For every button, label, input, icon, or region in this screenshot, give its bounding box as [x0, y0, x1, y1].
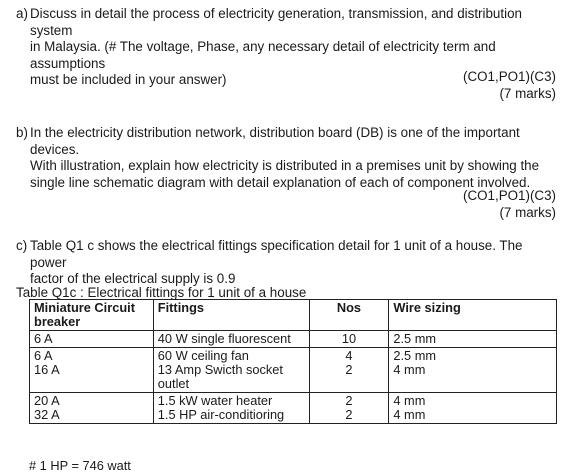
question-c-label: c) [16, 238, 28, 253]
question-b-line: With illustration, explain how electricity is distributed in a premises unit by showing the [30, 158, 540, 173]
question-c-line: Table Q1 c shows the electrical fittings specification detail for 1 unit of a house. The power [30, 238, 523, 270]
question-a-line: Discuss in detail the process of electricity generation, transmission, and distribution system [30, 6, 522, 38]
cell-nos-value: 2 [345, 362, 353, 377]
table-row [30, 348, 557, 393]
cell-mcb-value: 20 A [34, 393, 60, 408]
cell-nos-value: 4 [345, 348, 353, 363]
question-b-label: b) [16, 125, 28, 140]
cell-nos [309, 393, 389, 424]
cell-fitting-value: 13 Amp Swicth socket outlet [157, 362, 283, 391]
cell-mcb [30, 393, 154, 424]
cell-mcb: 6 A [30, 331, 154, 348]
course-outcome: (CO1,PO1)(C3) [462, 69, 556, 84]
cell-mcb-value: 6 A [34, 348, 53, 363]
header-nos: Nos [309, 300, 389, 331]
cell-nos-value: 2 [345, 407, 353, 422]
question-b-line: In the electricity distribution network, distribution board (DB) is one of the important devices. [30, 125, 520, 157]
question-b-line: single line schematic diagram with detail explanation of each of component involved. [30, 174, 531, 190]
cell-fitting: 40 W single fluorescent [153, 331, 309, 348]
question-a-line: must be included in your answer) [30, 72, 227, 87]
cell-mcb-value: 32 A [34, 407, 60, 422]
question-b-text [30, 125, 561, 191]
cell-wire-value: 4 mm [393, 393, 426, 408]
marks-value: (7 marks) [499, 204, 556, 220]
cell-nos [309, 348, 389, 393]
question-a-marks [463, 69, 556, 102]
cell-nos-value: 2 [345, 393, 353, 408]
course-outcome: (CO1,PO1)(C3) [462, 188, 556, 203]
header-wire-sizing: Wire sizing [389, 300, 557, 331]
cell-wire: 2.5 mm [389, 331, 557, 348]
question-c-line: factor of the electrical supply is 0.9 [30, 271, 236, 286]
table-row [30, 331, 557, 348]
cell-mcb-value: 16 A [34, 362, 60, 377]
cell-fitting-value: 60 W ceiling fan [157, 348, 249, 363]
cell-wire [389, 393, 557, 424]
cell-mcb [30, 348, 154, 393]
cell-wire-value: 4 mm [393, 407, 426, 422]
question-c-text [30, 238, 561, 288]
question-b-marks [463, 188, 556, 221]
cell-fitting [153, 348, 309, 393]
question-a-label: a) [16, 6, 28, 21]
header-mcb: Miniature Circuit breaker [30, 300, 154, 331]
cell-wire-value: 2.5 mm [393, 348, 437, 363]
question-a-line: in Malaysia. (# The voltage, Phase, any necessary detail of electricity term and assumptions [30, 39, 496, 71]
table-caption: Table Q1c : Electrical fittings for 1 unit of a house [16, 285, 307, 300]
hp-conversion-note: # 1 HP = 746 watt [29, 458, 131, 473]
cell-fitting-value: 1.5 HP air-conditioring [157, 407, 285, 422]
question-c [16, 238, 561, 288]
cell-nos: 10 [309, 331, 389, 348]
cell-wire-value: 4 mm [393, 362, 426, 377]
fittings-table [29, 299, 557, 424]
marks-value: (7 marks) [499, 85, 556, 101]
header-fittings: Fittings [153, 300, 309, 331]
cell-fitting [153, 393, 309, 424]
cell-fitting-value: 1.5 kW water heater [157, 393, 273, 408]
cell-wire [389, 348, 557, 393]
table-header-row [30, 300, 557, 331]
table-row [30, 393, 557, 424]
question-b [16, 125, 561, 191]
